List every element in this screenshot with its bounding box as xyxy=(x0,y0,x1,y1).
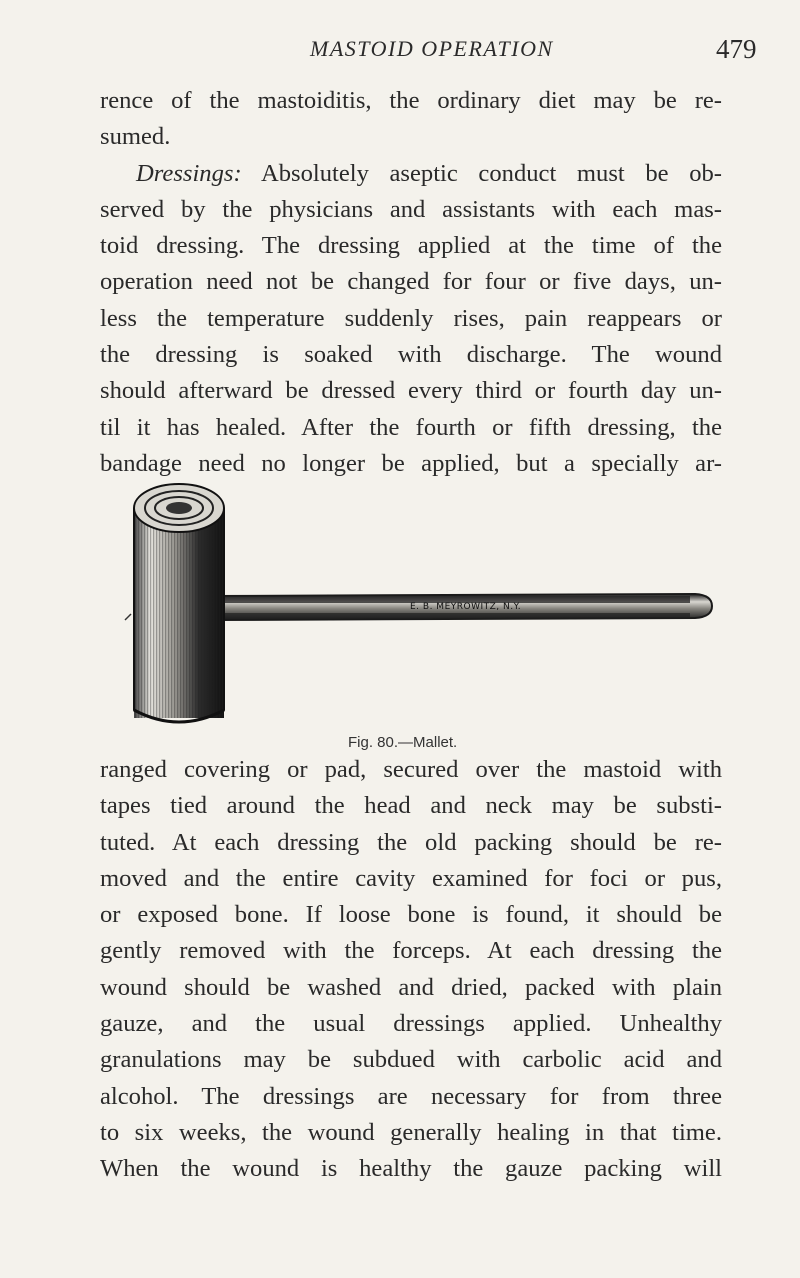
running-head xyxy=(0,36,800,76)
mallet-head xyxy=(134,484,224,722)
text-line: tuted. At each dressing the old packing should be re- xyxy=(100,828,722,856)
mallet-illustration xyxy=(120,478,730,728)
page-number: 479 xyxy=(716,34,757,64)
text-line: operation need not be changed for four or five days, un- xyxy=(100,268,722,296)
maker-stamp: E. B. MEYROWITZ, N.Y. xyxy=(410,602,522,612)
section-heading-dressings: Dressings: xyxy=(136,159,242,187)
text-line: granulations may be subdued with carbolic acid and xyxy=(100,1046,722,1074)
text-line: toid dressing. The dressing applied at the time of the xyxy=(100,232,722,260)
text-line: alcohol. The dressings are necessary for from three xyxy=(100,1082,722,1110)
text-line: served by the physicians and assistants with each mas- xyxy=(100,195,722,223)
text-line: the dressing is soaked with discharge. The wound xyxy=(100,341,722,369)
text-line: bandage need no longer be applied, but a specially ar- xyxy=(100,449,722,477)
mallet-handle xyxy=(212,594,712,620)
text-line: rence of the mastoiditis, the ordinary diet may be re- xyxy=(100,87,722,114)
text-line: tapes tied around the head and neck may be substi- xyxy=(100,792,722,820)
stray-mark xyxy=(125,614,131,620)
text-line: moved and the entire cavity examined for foci or pus, xyxy=(100,864,722,892)
text-line: wound should be washed and dried, packed with plain xyxy=(100,973,722,1001)
text-line: less the temperature suddenly rises, pain reappears or xyxy=(100,304,722,332)
text-line: gently removed with the forceps. At each dressing the xyxy=(100,937,722,965)
running-head-title: MASTOID OPERATION xyxy=(310,36,554,61)
text-line: gauze, and the usual dressings applied. Unhealthy xyxy=(100,1010,722,1038)
text-line: til it has healed. After the fourth or fifth dressing, the xyxy=(100,413,722,441)
figure-caption: Fig. 80.—Mallet. xyxy=(348,734,458,751)
text-line: to six weeks, the wound generally healing in that time. xyxy=(100,1118,722,1146)
text-line: should afterward be dressed every third or fourth day un- xyxy=(100,377,722,405)
text-line: sumed. xyxy=(100,123,171,151)
paragraph-block-top xyxy=(100,83,722,482)
text-line: ranged covering or pad, secured over the mastoid with xyxy=(100,756,722,783)
paragraph-block-bottom xyxy=(100,752,722,1188)
text-line xyxy=(100,156,722,192)
text-line: or exposed bone. If loose bone is found, it should be xyxy=(100,901,722,929)
text-line: When the wound is healthy the gauze packing will xyxy=(100,1155,722,1183)
text-line-rest: Absolutely aseptic conduct must be ob- xyxy=(260,159,722,187)
